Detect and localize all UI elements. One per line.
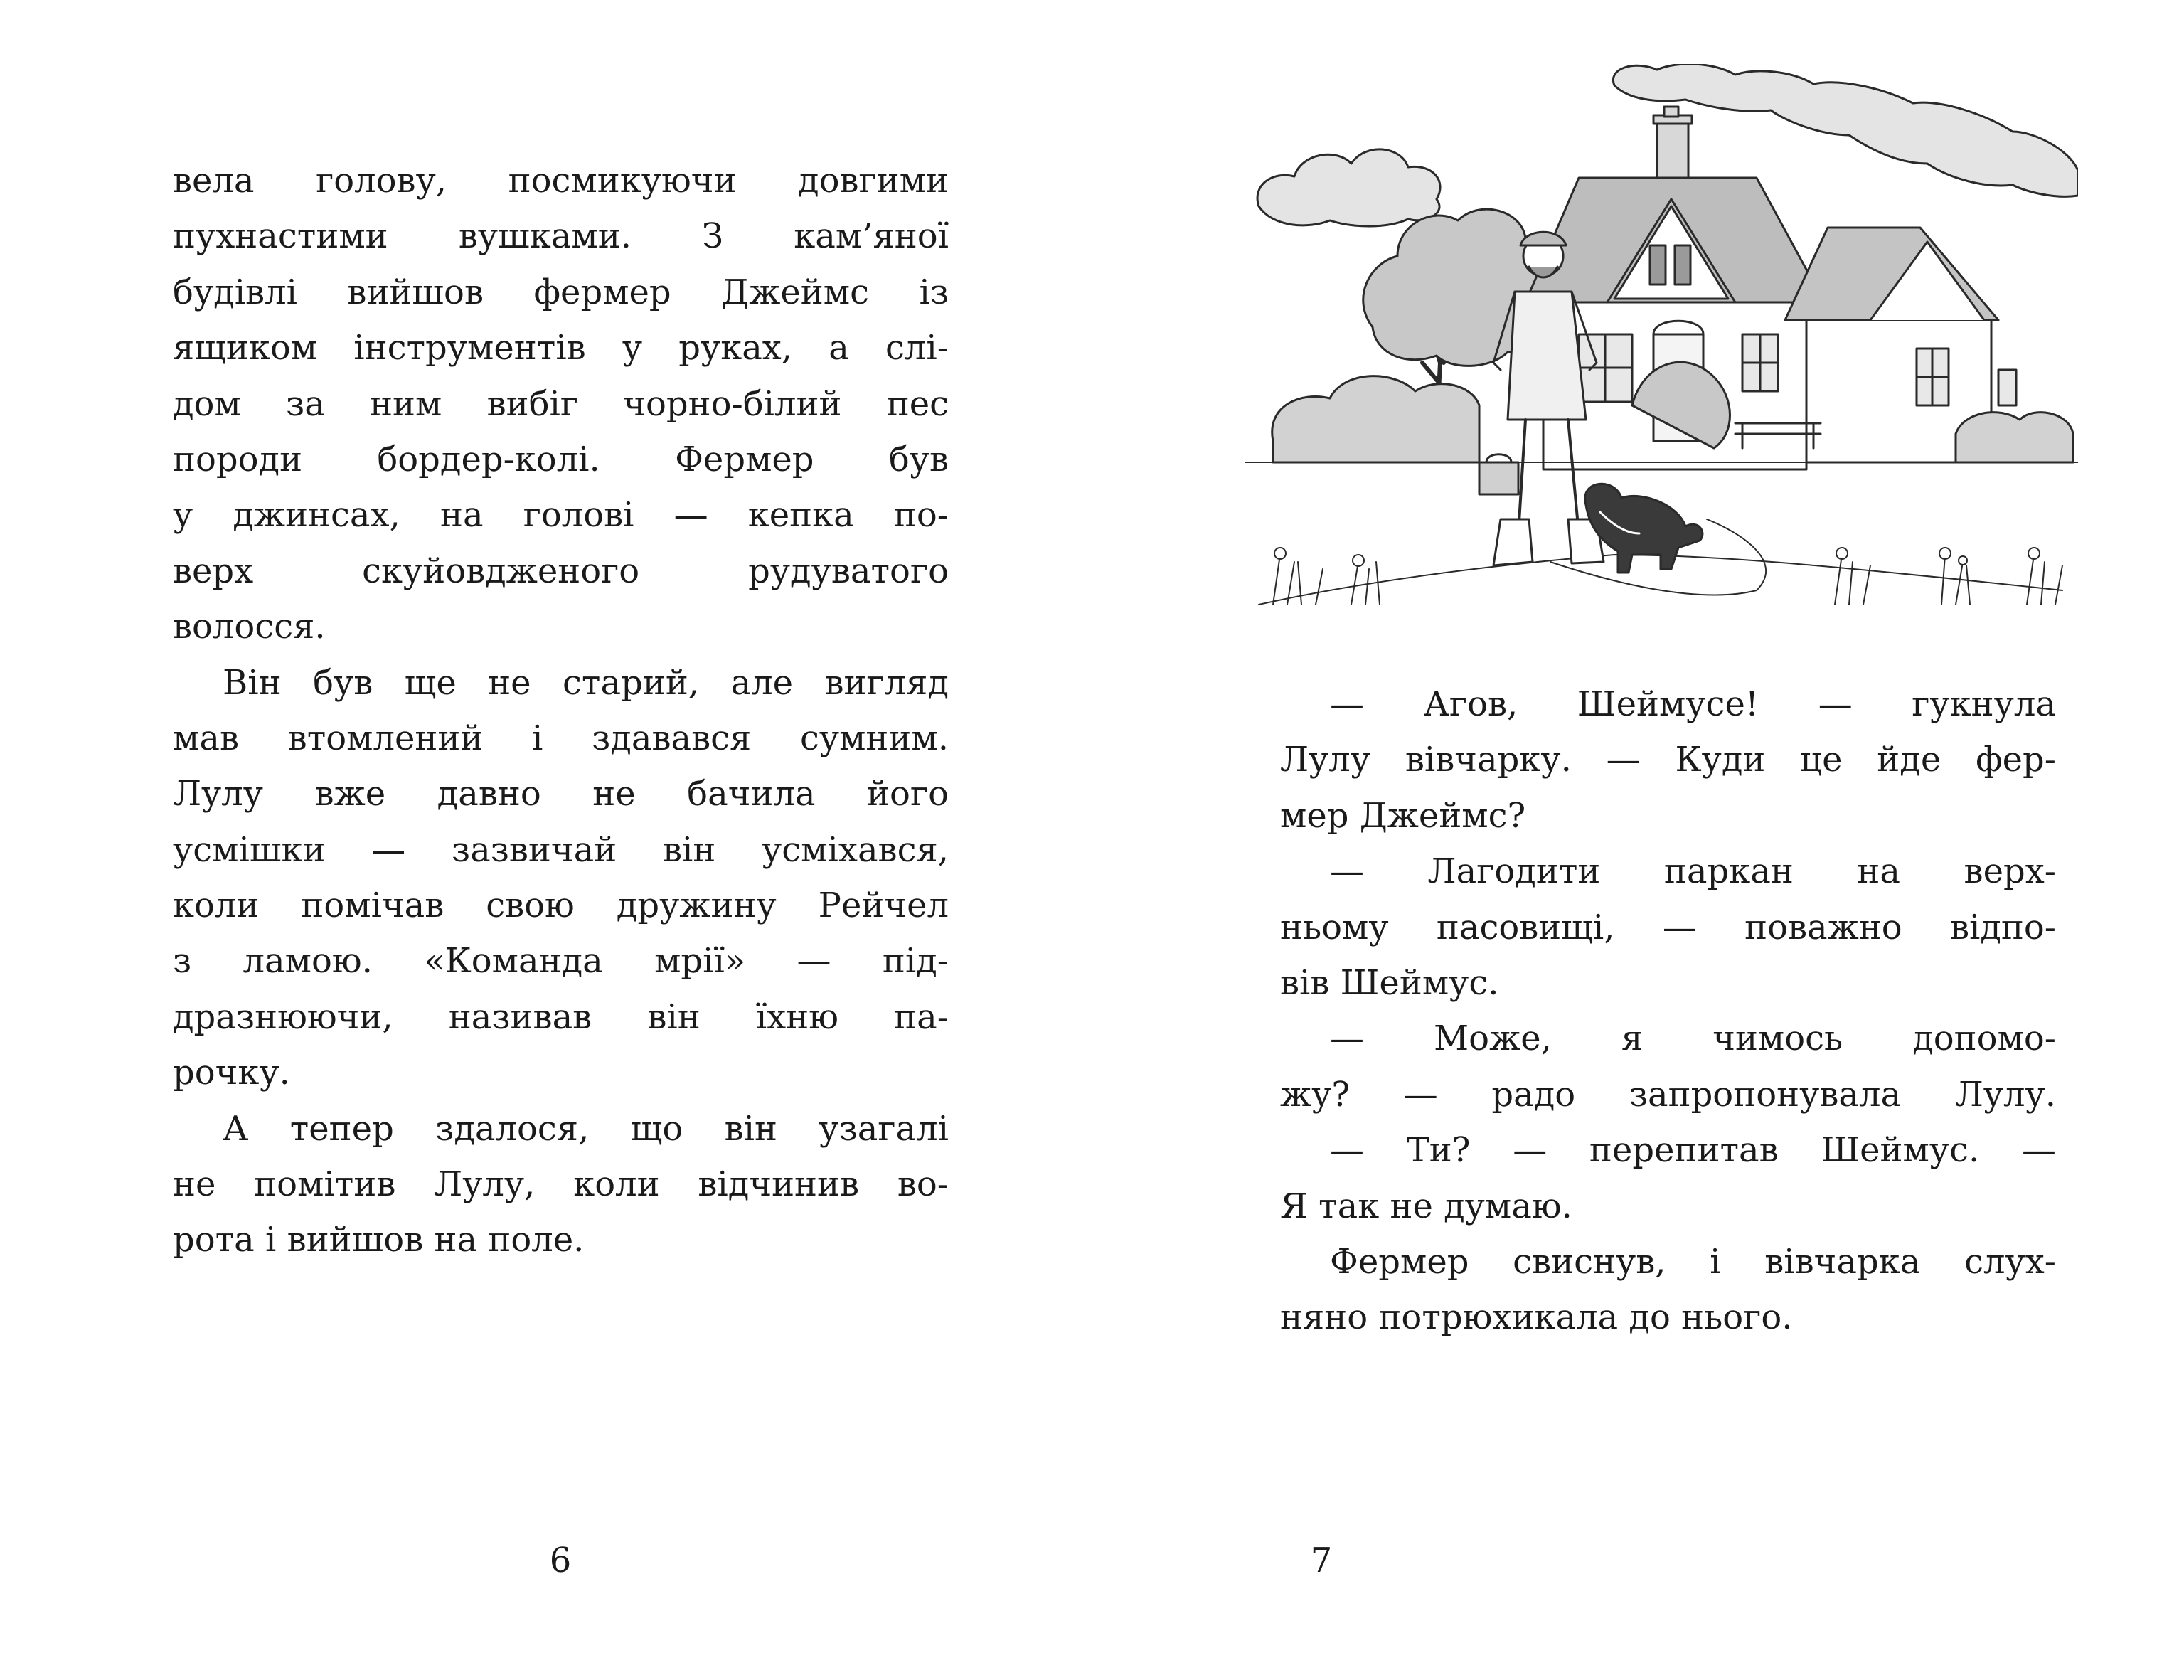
text-line: дразнюючи, називав він їхню па- <box>173 996 949 1037</box>
text-line: — Агов, Шеймусе! — гукнула <box>1330 684 2056 724</box>
text-line: волосся. <box>173 607 326 647</box>
farmhouse-illustration <box>1245 64 2078 647</box>
text-line: будівлі вийшов фермер Джеймс із <box>173 272 949 312</box>
text-line: рота і вийшов на поле. <box>173 1220 585 1260</box>
cloud-left <box>1257 149 1440 226</box>
text-line: з ламою. «Команда мрії» — під- <box>173 941 949 982</box>
text-line: жу? — радо запропонувала Лулу. <box>1280 1074 2056 1115</box>
text-line: усмішки — зазвичай він усміхався, <box>173 829 949 870</box>
text-line: породи бордер-колі. Фермер був <box>173 439 949 479</box>
text-line: дом за ним вибіг чорно-білий пес <box>173 383 949 424</box>
text-line: рочку. <box>173 1053 290 1093</box>
text-line: у джинсах, на голові — кепка по- <box>173 495 949 536</box>
text-line: коли помічав свою дружину Рейчел <box>173 886 949 926</box>
text-line: верх скуйовдженого рудуватого <box>173 551 949 591</box>
text-line: — Ти? — перепитав Шеймус. — <box>1330 1130 2056 1171</box>
text-line: вела голову, посмикуючи довгими <box>173 161 949 201</box>
page-number: 7 <box>1310 1541 1333 1580</box>
text-line: Лулу вже давно не бачила його <box>173 774 949 814</box>
text-line: Лулу вівчарку. — Куди це йде фер- <box>1280 740 2056 780</box>
text-line: не помітив Лулу, коли відчинив во- <box>173 1164 949 1205</box>
text-line: няно потрюхикала до нього. <box>1280 1297 1793 1338</box>
text-line: ньому пасовищі, — поважно відпо- <box>1280 907 2056 947</box>
text-line: мер Джеймс? <box>1280 795 1526 836</box>
text-line: — Може, я чимось допомо- <box>1330 1019 2056 1059</box>
text-line: Я так не думаю. <box>1280 1186 1572 1226</box>
text-line: вів Шеймус. <box>1280 962 1499 1003</box>
left-page-text <box>173 153 949 1268</box>
page-number: 6 <box>549 1541 572 1580</box>
text-line: ящиком інструментів у руках, а слі- <box>173 328 949 368</box>
text-line: А тепер здалося, що він узагалі <box>223 1108 949 1149</box>
right-page-text <box>1280 676 2056 1346</box>
text-line: мав втомлений і здавався сумним. <box>173 718 949 758</box>
text-line: Він був ще не старий, але вигляд <box>223 662 949 703</box>
text-line: пухнастими вушками. З кам’яної <box>173 216 949 257</box>
right-page <box>1092 0 2184 1680</box>
text-line: — Лагодити паркан на верх- <box>1330 851 2056 892</box>
text-line: Фермер свиснув, і вівчарка слух- <box>1330 1241 2056 1282</box>
